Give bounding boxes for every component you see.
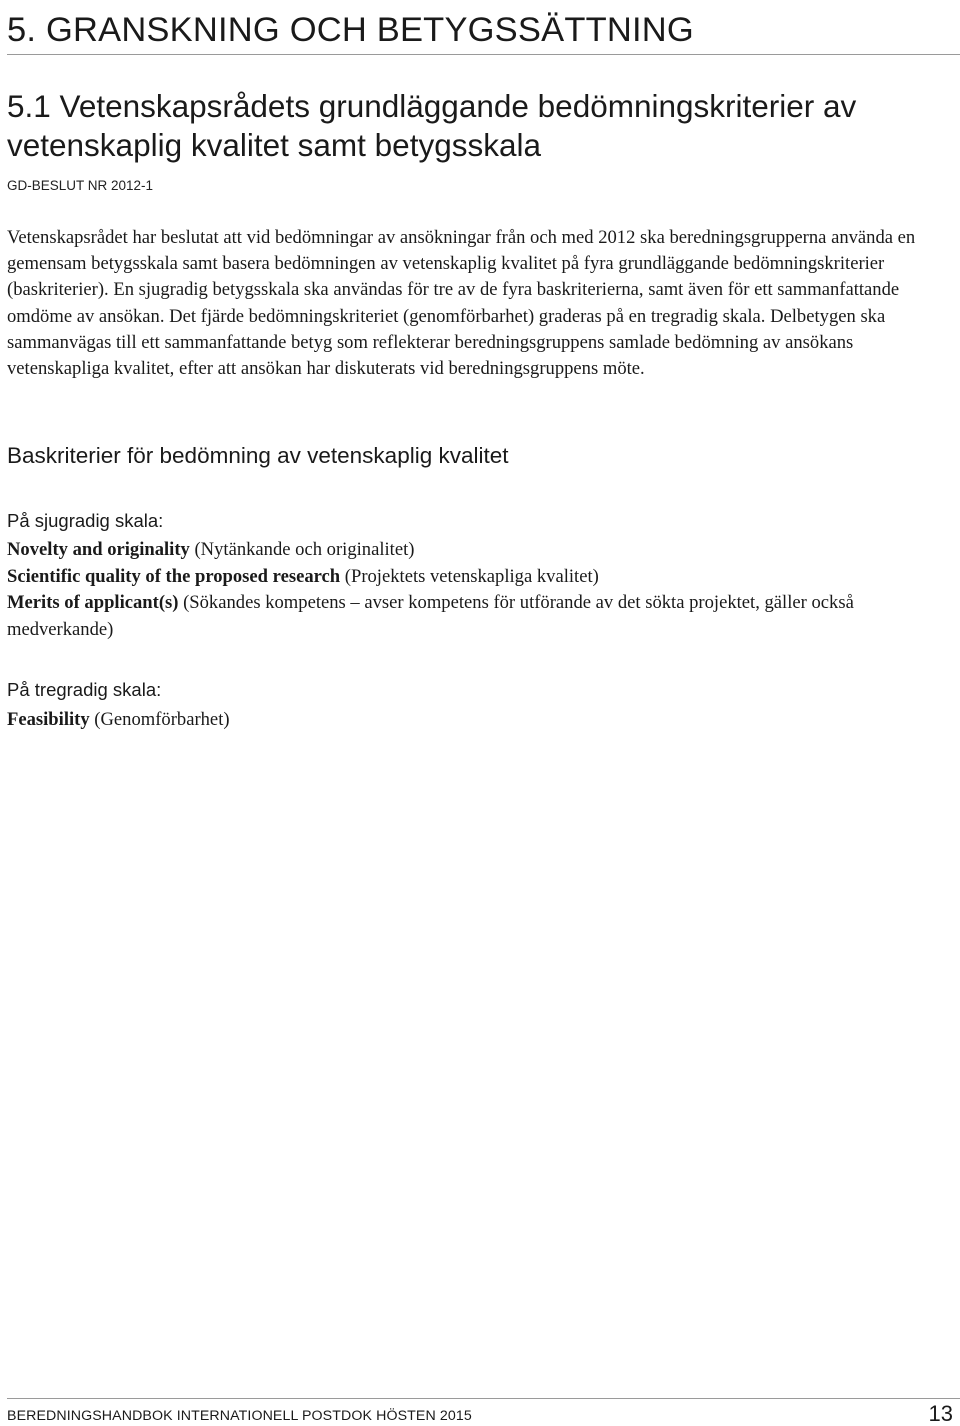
three-scale-label: På tregradig skala: <box>7 679 162 700</box>
criterion-term: Novelty and originality <box>7 539 190 560</box>
criterion-description: (Sökandes kompetens – avser kompetens för utförande av det sökta projektet, gäller också medverkande) <box>7 592 854 640</box>
criterion-term: Merits of applicant(s) <box>7 592 179 613</box>
body-paragraph: Vetenskapsrådet har beslutat att vid bedömningar av ansökningar från och med 2012 ska beredningsgrupperna använda en gemensam betygsskala samt basera bedömningen av vetenskaplig kvalitet på fyra grundläggande bedömningskriterier (baskriterier). En sjugradig betygsskala ska användas för tre av de fyra baskriterierna, samt även för ett sammanfattande omdöme av ansökan. Det fjärde bedömningskriteriet (genomförbarhet) graderas på en tregradig skala. Delbetygen ska sammanvägas till ett sammanfattande betyg som reflekterar beredningsgruppens samlade bedömning av ansökans vetenskapliga kvalitet, efter att ansökan har diskuterats vid beredningsgruppens möte. <box>7 227 916 380</box>
criterion-item <box>7 564 955 591</box>
criterion-term: Scientific quality of the proposed research <box>7 565 341 587</box>
chapter-title: 5. GRANSKNING OCH BETYGSSÄTTNING <box>7 11 694 49</box>
criterion-description: (Nytänkande och originalitet) <box>189 539 415 560</box>
seven-scale-label: På sjugradig skala: <box>7 510 164 531</box>
criterion-description: (Projektets vetenskapliga kvalitet) <box>340 565 599 587</box>
criterion-description: (Genomförbarhet) <box>89 709 230 730</box>
criteria-heading: Baskriterier för bedömning av vetenskaplig kvalitet <box>7 443 509 468</box>
criterion-term: Feasibility <box>7 709 90 730</box>
three-scale-criteria-list <box>7 707 955 734</box>
criterion-item <box>7 707 955 734</box>
chapter-divider <box>7 54 960 55</box>
criterion-item <box>7 590 955 643</box>
footer-divider <box>7 1398 960 1399</box>
section-title: 5.1 Vetenskapsrådets grundläggande bedömningskriterier av vetenskaplig kvalitet samt betygsskala <box>7 88 857 163</box>
seven-scale-criteria-list <box>7 537 955 643</box>
criterion-item <box>7 537 955 564</box>
page-number: 13 <box>928 1401 953 1426</box>
footer-title: BEREDNINGSHANDBOK INTERNATIONELL POSTDOK HÖSTEN 2015 <box>7 1408 472 1424</box>
decision-number: GD-BESLUT NR 2012-1 <box>7 178 154 193</box>
